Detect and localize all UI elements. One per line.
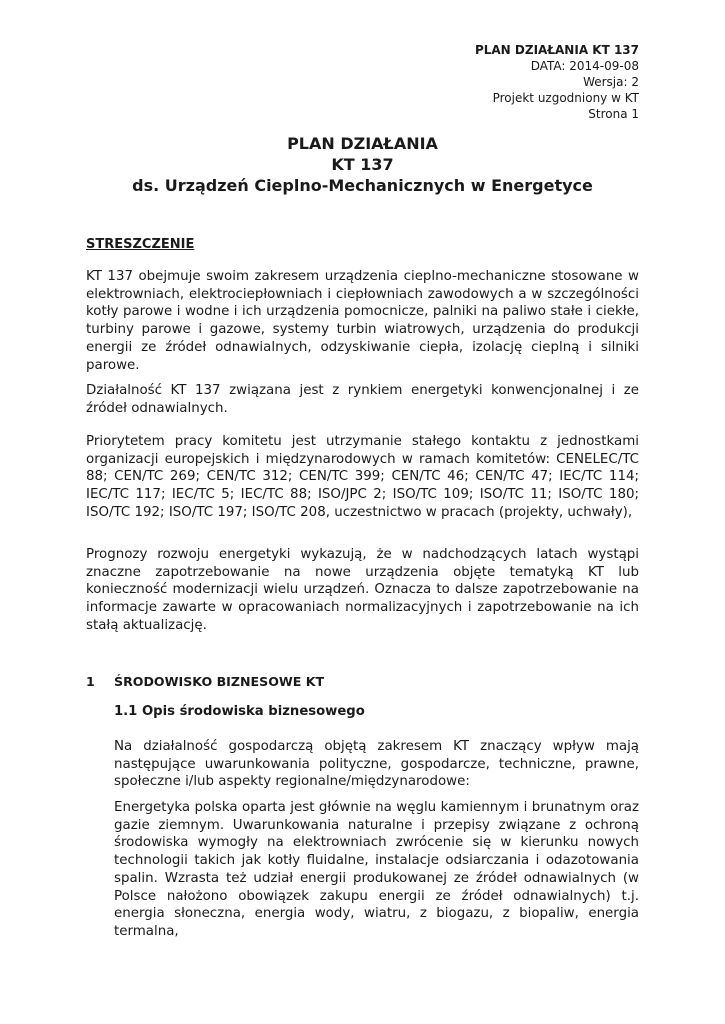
- page-header: [475, 42, 639, 122]
- section-1-number: 1: [86, 674, 95, 689]
- section-1-heading: [86, 674, 324, 689]
- summary-paragraph-1: KT 137 obejmuje swoim zakresem urządzenia cieplno-mechaniczne stosowane w elektrowniach, elektrociepłowniach i ciepłowniach zawodowych a w szczególności kotły parowe i wodne i ich urządzenia pomocnicze, palniki na paliwo stałe i ciekłe, turbiny parowe i gazowe, systemy turbin wiatrowych, urządzenia do produkcji energii ze źródeł odnawialnych, odzyskiwanie ciepła, izolację cieplną i silniki parowe.: [86, 269, 639, 373]
- summary-paragraph-4: Prognozy rozwoju energetyki wykazują, że w nadchodzących latach wystąpi znaczne zapotrzebowanie na nowe urządzenia objęte tematyką KT lub konieczność modernizacji wielu urządzeń. Oznacza to dalsze zapotrzebowanie na informacje zawarte w opracowaniach normalizacyjnych i zapotrzebowanie na ich stałą aktualizację.: [86, 547, 639, 633]
- header-status: Projekt uzgodniony w KT: [492, 91, 639, 105]
- header-title: PLAN DZIAŁANIA KT 137: [474, 43, 639, 57]
- header-page-number: Strona 1: [588, 107, 639, 121]
- title-line-3: ds. Urządzeń Cieplno-Mechanicznych w Energetyce: [132, 176, 593, 195]
- header-date: DATA: 2014-09-08: [530, 59, 639, 73]
- document-title: [0, 133, 725, 196]
- section-1-title: ŚRODOWISKO BIZNESOWE KT: [114, 674, 325, 689]
- section-1-paragraph-2: Energetyka polska oparta jest głównie na węglu kamiennym i brunatnym oraz gazie ziemnym. Uwarunkowania naturalne i przepisy związane z ochroną środowiska wymogły na elektrowniach zwrócenie się w kierunku nowych technologii takich jak kotły fluidalne, instalacje odsiarczania i odazotowania spalin. Wzrasta też udział energii produkowanej ze źródeł odnawialnych (w Polsce nałożono obowiązek zakupu energii ze źródeł odnawialnych) t.j. energia słoneczna, energia wody, wiatru, z biogazu, z biopaliw, energia termalna,: [114, 800, 639, 939]
- summary-heading: STRESZCZENIE: [86, 237, 195, 252]
- section-1-paragraph-1: Na działalność gospodarczą objętą zakresem KT znaczący wpływ mają następujące uwarunkowania polityczne, gospodarcze, techniczne, prawne, społeczne i/lub aspekty regionalne/międzynarodowe:: [114, 739, 639, 790]
- header-version: Wersja: 2: [583, 75, 639, 89]
- subsection-1-1-heading: 1.1 Opis środowiska biznesowego: [114, 704, 365, 719]
- summary-paragraph-3: Priorytetem pracy komitetu jest utrzymanie stałego kontaktu z jednostkami organizacji europejskich i międzynarodowych w ramach komitetów: CENELEC/TC 88; CEN/TC 269; CEN/TC 312; CEN/TC 399; CEN/TC 46; CEN/TC 47; IEC/TC 114; IEC/TC 117; IEC/TC 5; IEC/TC 88; ISO/JPC 2; ISO/TC 109; ISO/TC 11; ISO/TC 180; ISO/TC 192; ISO/TC 197; ISO/TC 208, uczestnictwo w pracach (projekty, uchwały),: [86, 434, 639, 520]
- summary-paragraph-2: Działalność KT 137 związana jest z rynkiem energetyki konwencjonalnej i ze źródeł odnawialnych.: [86, 383, 639, 416]
- title-line-1: PLAN DZIAŁANIA: [287, 134, 438, 153]
- title-line-2: KT 137: [331, 155, 394, 174]
